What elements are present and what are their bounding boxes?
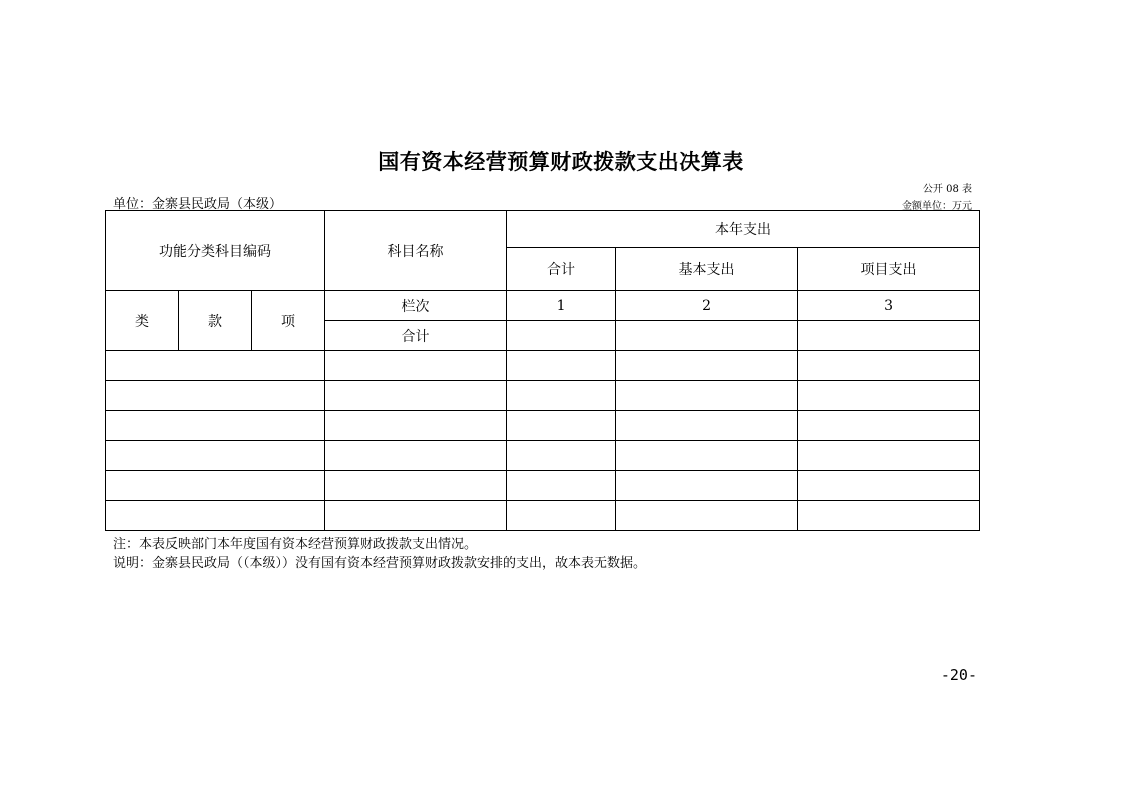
empty-cell [616, 351, 798, 381]
empty-cell [106, 501, 325, 531]
empty-cell [106, 441, 325, 471]
unit-label: 单位：金寨县民政局（本级） [113, 197, 283, 212]
page-title: 国有资本经营预算财政拨款支出决算表 [378, 149, 744, 174]
empty-cell [616, 381, 798, 411]
lei-header: 类 [106, 291, 179, 351]
col-number-3: 3 [798, 291, 980, 321]
empty-cell [325, 351, 507, 381]
table-row [106, 501, 980, 531]
empty-cell [616, 501, 798, 531]
empty-cell [616, 411, 798, 441]
expenditure-table [105, 210, 980, 531]
col-number-2: 2 [616, 291, 798, 321]
empty-cell [507, 381, 616, 411]
total-cell [507, 321, 616, 351]
col-number-1: 1 [507, 291, 616, 321]
empty-cell [106, 351, 325, 381]
total-header: 合计 [507, 248, 616, 291]
empty-cell [325, 381, 507, 411]
empty-cell [798, 441, 980, 471]
empty-cell [798, 351, 980, 381]
table-row [106, 351, 980, 381]
empty-cell [798, 411, 980, 441]
empty-cell [798, 471, 980, 501]
empty-cell [798, 381, 980, 411]
empty-cell [507, 501, 616, 531]
empty-cell [325, 411, 507, 441]
empty-cell [325, 471, 507, 501]
page-number: -20- [940, 666, 977, 684]
column-label: 栏次 [325, 291, 507, 321]
empty-cell [106, 471, 325, 501]
basic-expense-header: 基本支出 [616, 248, 798, 291]
empty-cell [507, 411, 616, 441]
empty-cell [106, 411, 325, 441]
empty-cell [325, 501, 507, 531]
kuan-header: 款 [179, 291, 252, 351]
empty-cell [325, 441, 507, 471]
empty-cell [616, 441, 798, 471]
total-basic-cell [616, 321, 798, 351]
form-code: 公开 08 表 [922, 184, 972, 195]
table-note: 注：本表反映部门本年度国有资本经营预算财政拨款支出情况。 [113, 537, 478, 552]
empty-cell [507, 351, 616, 381]
project-expense-header: 项目支出 [798, 248, 980, 291]
total-row-label: 合计 [325, 321, 507, 351]
table-row [106, 471, 980, 501]
amount-unit-label: 金额单位：万元 [902, 201, 972, 212]
empty-cell [798, 501, 980, 531]
total-project-cell [798, 321, 980, 351]
func-code-header: 功能分类科目编码 [106, 211, 325, 291]
subject-name-header: 科目名称 [325, 211, 507, 291]
empty-cell [507, 441, 616, 471]
table-row [106, 381, 980, 411]
empty-cell [507, 471, 616, 501]
empty-cell [106, 381, 325, 411]
table-explanation: 说明：金寨县民政局（（本级））没有国有资本经营预算财政拨款安排的支出，故本表无数据。 [113, 556, 647, 571]
table-row [106, 411, 980, 441]
current-year-header: 本年支出 [507, 211, 980, 248]
table-row [106, 441, 980, 471]
xiang-header: 项 [252, 291, 325, 351]
empty-cell [616, 471, 798, 501]
